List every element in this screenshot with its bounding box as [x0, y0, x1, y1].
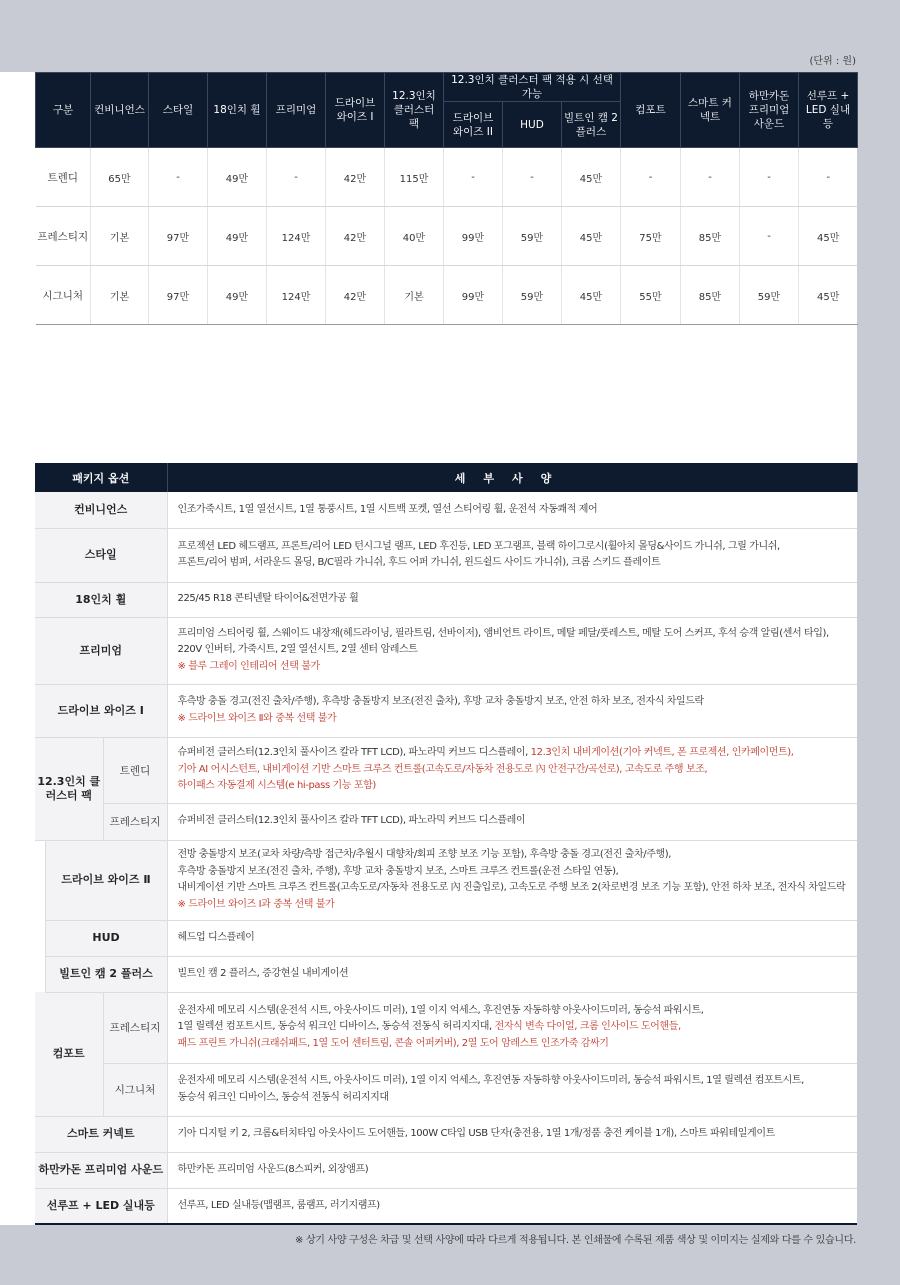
detail-line: [178, 897, 848, 914]
row-label-cluster-pack: 12.3인치 클러스터 팩: [35, 737, 103, 840]
detail-text: 운전자세 메모리 시스템(운전석 시트, 아웃사이드 미러), 1열 이지 억세스, 후진연동 자동하향 아웃사이드미러, 동승석 파워시트,: [177, 1004, 704, 1016]
row-label-sunroof: 선루프 + LED 실내등: [35, 1188, 167, 1224]
detail-builtin-cam: [167, 956, 857, 992]
row-label-convenience: 컨비니언스: [35, 492, 167, 528]
row-label-hud: HUD: [45, 920, 167, 956]
price-cell: -: [503, 148, 562, 207]
price-cell: 99만: [444, 266, 503, 325]
trim-name: 프레스티지: [36, 207, 91, 266]
detail-line: [178, 711, 848, 728]
detail-line: [178, 864, 848, 881]
detail-smart-connect: [167, 1116, 857, 1152]
detail-harman: [167, 1152, 857, 1188]
price-cell: 45만: [562, 148, 621, 207]
detail-line: [178, 1073, 848, 1090]
price-cell: 124만: [267, 266, 326, 325]
col-harman: 하만카돈 프리미엄 사운드: [740, 73, 799, 148]
price-row: [36, 207, 858, 266]
detail-premium: [167, 617, 857, 684]
price-cell: -: [267, 148, 326, 207]
price-cell: 49만: [208, 266, 267, 325]
detail-text: 슈퍼비전 클러스터(12.3인치 풀사이즈 칼라 TFT LCD), 파노라믹 커브드 디스플레이: [177, 815, 526, 827]
price-cell: -: [149, 148, 208, 207]
detail-text: 헤드업 디스플레이: [177, 931, 255, 943]
price-row: [36, 148, 858, 207]
sub-label-prestige: 프레스티지: [103, 803, 167, 840]
price-cell: -: [740, 148, 799, 207]
detail-line: [178, 745, 848, 762]
price-cell: 45만: [562, 266, 621, 325]
detail-line: [178, 539, 848, 556]
detail-line: [178, 778, 848, 795]
detail-text: 프로젝션 LED 헤드램프, 프론트/리어 LED 턴시그널 램프, LED 후진등, LED 포그램프, 블랙 하이그로시(휠아치 몰딩&사이드 가니쉬, 그릴 가니쉬,: [177, 540, 780, 552]
price-cell: -: [740, 207, 799, 266]
col-smart-connect: 스마트 커넥트: [681, 73, 740, 148]
detail-note-red: ※ 블루 그레이 인테리어 선택 불가: [177, 660, 320, 672]
detail-text: 후측방 충돌 경고(전진 출차/주행), 후측방 충돌방지 보조(전진 출차), 후방 교차 충돌방지 보조, 안전 하차 보조, 전자식 차일드락: [177, 696, 704, 707]
detail-note-red: 기아 AI 어시스턴트, 내비게이션 기반 스마트 크루즈 컨트롤(고속도로/자동차 전용도로 內 안전구간/곡선로), 고속도로 주행 보조,: [177, 763, 708, 775]
spec-table: [35, 463, 858, 1225]
price-cell: 59만: [503, 266, 562, 325]
detail-line: [178, 813, 848, 830]
col-drive-wise-1: 드라이브 와이즈 I: [326, 73, 385, 148]
price-cell: 75만: [621, 207, 681, 266]
price-cell: -: [444, 148, 503, 207]
row-label-comfort: 컴포트: [35, 992, 103, 1116]
price-cell: -: [799, 148, 858, 207]
detail-line: [178, 591, 848, 608]
price-row: [36, 266, 858, 325]
detail-note-red: 패드 프린트 가니쉬(크래쉬패드, 1열 도어 센터트림, 콘솔 어퍼커버), 2열 도어 암레스트 인조가죽 감싸기: [177, 1037, 609, 1049]
detail-text: 프리미엄 스티어링 휠, 스웨이드 내장재(헤드라이닝, 필라트림, 선바이저), 앰비언트 라이트, 메탈 페달/풋레스트, 메탈 도어 스커프, 후석 승객 알림(센서 타입),: [177, 627, 829, 639]
detail-comfort-signature: [167, 1063, 857, 1116]
price-cell: 55만: [621, 266, 681, 325]
detail-text: 빌트인 캠 2 플러스, 증강현실 내비게이션: [177, 967, 349, 979]
detail-text: 기아 디지털 키 2, 크롬&터치타입 아웃사이드 도어핸들, 100W C타입 USB 단자(충전용, 1열 1개/정품 충전 케이블 1개), 스마트 파워테일게이트: [177, 1127, 775, 1139]
row-label-wheel: 18인치 휠: [35, 582, 167, 617]
detail-text: 동승석 워크인 디바이스, 동승석 전동식 허리지지대: [177, 1091, 389, 1103]
price-cell: 42만: [326, 207, 385, 266]
detail-drive-wise-1: [167, 684, 857, 737]
detail-line: [178, 659, 848, 676]
price-cell: 42만: [326, 148, 385, 207]
detail-line: [178, 930, 848, 947]
col-detail-spec: 세부사양: [167, 463, 857, 492]
sub-label-trendy: 트렌디: [103, 737, 167, 803]
detail-line: [178, 880, 848, 897]
col-wheel: 18인치 휠: [208, 73, 267, 148]
row-label-smart-connect: 스마트 커넥트: [35, 1116, 167, 1152]
price-cell: 85만: [681, 207, 740, 266]
detail-line: [178, 1126, 848, 1143]
price-cell: 49만: [208, 207, 267, 266]
detail-line: [178, 555, 848, 572]
col-drive-wise-2: 드라이브 와이즈 II: [444, 102, 503, 148]
col-cluster-pack: 12.3인치 클러스터 팩: [385, 73, 444, 148]
price-cell: 49만: [208, 148, 267, 207]
price-cell: 97만: [149, 266, 208, 325]
row-label-harman: 하만카돈 프리미엄 사운드: [35, 1152, 167, 1188]
detail-cluster-prestige: [167, 803, 857, 840]
detail-line: [178, 642, 848, 659]
price-cell: -: [681, 148, 740, 207]
price-cell: 45만: [799, 266, 858, 325]
detail-note-red: 하이패스 자동결제 시스템(e hi-pass 기능 포함): [177, 780, 376, 792]
detail-text: 내비게이션 기반 스마트 크루즈 컨트롤(고속도로/자동차 전용도로 內 진출입로), 고속도로 주행 보조 2(차로변경 보조 기능 포함), 안전 하차 보조, 전자식 차일드락: [177, 882, 846, 893]
price-cell: 기본: [91, 266, 149, 325]
detail-line: [178, 847, 848, 864]
detail-line: [178, 1036, 848, 1053]
col-sunroof: 선루프 + LED 실내등: [799, 73, 858, 148]
price-cell: 124만: [267, 207, 326, 266]
detail-note-red: ※ 드라이브 와이즈 Ⅱ와 중복 선택 불가: [177, 712, 337, 724]
detail-text: 프론트/리어 범퍼, 서라운드 몰딩, B/C필라 가니쉬, 후드 어퍼 가니쉬, 윈드쉴드 사이드 가니쉬), 크롬 스키드 플레이트: [177, 557, 661, 568]
row-label-premium: 프리미엄: [35, 617, 167, 684]
row-label-style: 스타일: [35, 528, 167, 582]
detail-text: 1열 릴렉션 컴포트시트, 동승석 워크인 디바이스, 동승석 전동식 허리지지대,: [177, 1021, 495, 1033]
price-cell: 97만: [149, 207, 208, 266]
detail-wheel: [167, 582, 857, 617]
row-label-builtin-cam: 빌트인 캠 2 플러스: [45, 956, 167, 992]
detail-text: 220V 인버터, 가죽시트, 2열 열선시트, 2열 센터 암레스트: [177, 644, 418, 656]
detail-line: [178, 1019, 848, 1036]
detail-comfort-prestige: [167, 992, 857, 1063]
col-builtin-cam: 빌트인 캠 2 플러스: [562, 102, 621, 148]
detail-line: [178, 966, 848, 983]
detail-cluster-trendy: [167, 737, 857, 803]
col-hud: HUD: [503, 102, 562, 148]
detail-text: 하만카돈 프리미엄 사운드(8스피커, 외장앰프): [177, 1163, 369, 1175]
detail-convenience: [167, 492, 857, 528]
detail-line: [178, 1162, 848, 1179]
detail-text: 인조가죽시트, 1열 열선시트, 1열 통풍시트, 1열 시트백 포켓, 열선 스티어링 휠, 운전석 자동쾌적 제어: [177, 503, 598, 515]
unit-label: (단위 : 원): [809, 56, 856, 67]
detail-note-red: 전자식 변속 다이얼, 크롬 인사이드 도어핸들,: [494, 1021, 681, 1033]
price-cell: 115만: [385, 148, 444, 207]
price-cell: 기본: [91, 207, 149, 266]
detail-note-red: ※ 드라이브 와이즈 Ⅰ과 중복 선택 불가: [177, 898, 335, 910]
detail-text: 슈퍼비전 클러스터(12.3인치 풀사이즈 칼라 TFT LCD), 파노라믹 커브드 디스플레이,: [177, 747, 531, 759]
col-group-cluster-optional: 12.3인치 클러스터 팩 적용 시 선택 가능: [444, 73, 621, 102]
detail-text: 전방 충돌방지 보조(교차 차량/측방 접근차/추월시 대향차/회피 조향 보조 기능 포함), 후측방 충돌 경고(전진 출차/주행),: [177, 849, 672, 860]
price-cell: 85만: [681, 266, 740, 325]
detail-style: [167, 528, 857, 582]
trim-name: 트렌디: [36, 148, 91, 207]
detail-line: [178, 1198, 848, 1215]
col-package-option: 패키지 옵션: [35, 463, 167, 492]
row-label-drive-wise-2: 드라이브 와이즈 Ⅱ: [45, 840, 167, 920]
col-style: 스타일: [149, 73, 208, 148]
detail-text: 후측방 충돌방지 보조(전진 출차, 주행), 후방 교차 충돌방지 보조, 스마트 크루즈 컨트롤(운전 스타일 연동),: [177, 865, 619, 877]
price-cell: 40만: [385, 207, 444, 266]
row-label-drive-wise-1: 드라이브 와이즈 Ⅰ: [35, 684, 167, 737]
footnote: ※ 상기 사양 구성은 차급 및 선택 사양에 따라 다르게 적용됩니다. 본 인쇄물에 수록된 제품 색상 및 이미지는 실제와 다를 수 있습니다.: [294, 1235, 856, 1246]
col-comfort: 컴포트: [621, 73, 681, 148]
price-cell: 99만: [444, 207, 503, 266]
price-cell: 65만: [91, 148, 149, 207]
price-cell: 42만: [326, 266, 385, 325]
trim-name: 시그니처: [36, 266, 91, 325]
detail-line: [178, 626, 848, 643]
sub-label-comfort-signature: 시그니처: [103, 1063, 167, 1116]
price-cell: 기본: [385, 266, 444, 325]
detail-text: 225/45 R18 콘티넨탈 타이어&전면가공 휠: [177, 593, 359, 605]
col-convenience: 컨비니언스: [91, 73, 149, 148]
price-cell: 59만: [740, 266, 799, 325]
detail-line: [178, 694, 848, 711]
detail-hud: [167, 920, 857, 956]
detail-line: [178, 1003, 848, 1020]
detail-drive-wise-2: [167, 840, 857, 920]
indent-spacer: [35, 840, 45, 992]
price-cell: 45만: [562, 207, 621, 266]
price-cell: -: [621, 148, 681, 207]
price-cell: 59만: [503, 207, 562, 266]
sub-label-comfort-prestige: 프레스티지: [103, 992, 167, 1063]
detail-sunroof: [167, 1188, 857, 1224]
detail-line: [178, 502, 848, 519]
detail-line: [178, 762, 848, 779]
detail-line: [178, 1090, 848, 1107]
detail-text: 선루프, LED 실내등(맵램프, 룸램프, 러기지램프): [177, 1199, 380, 1211]
col-gubun: 구분: [36, 73, 91, 148]
price-cell: 45만: [799, 207, 858, 266]
price-table: [35, 72, 858, 325]
detail-text: 운전자세 메모리 시스템(운전석 시트, 아웃사이드 미러), 1열 이지 억세스, 후진연동 자동하향 아웃사이드미러, 동승석 파워시트, 1열 릴렉션 컴포트시트,: [177, 1075, 804, 1086]
detail-note-red: 12.3인치 내비게이션(기아 커넥트, 폰 프로젝션, 인카페이먼트),: [530, 747, 794, 759]
col-premium: 프리미엄: [267, 73, 326, 148]
